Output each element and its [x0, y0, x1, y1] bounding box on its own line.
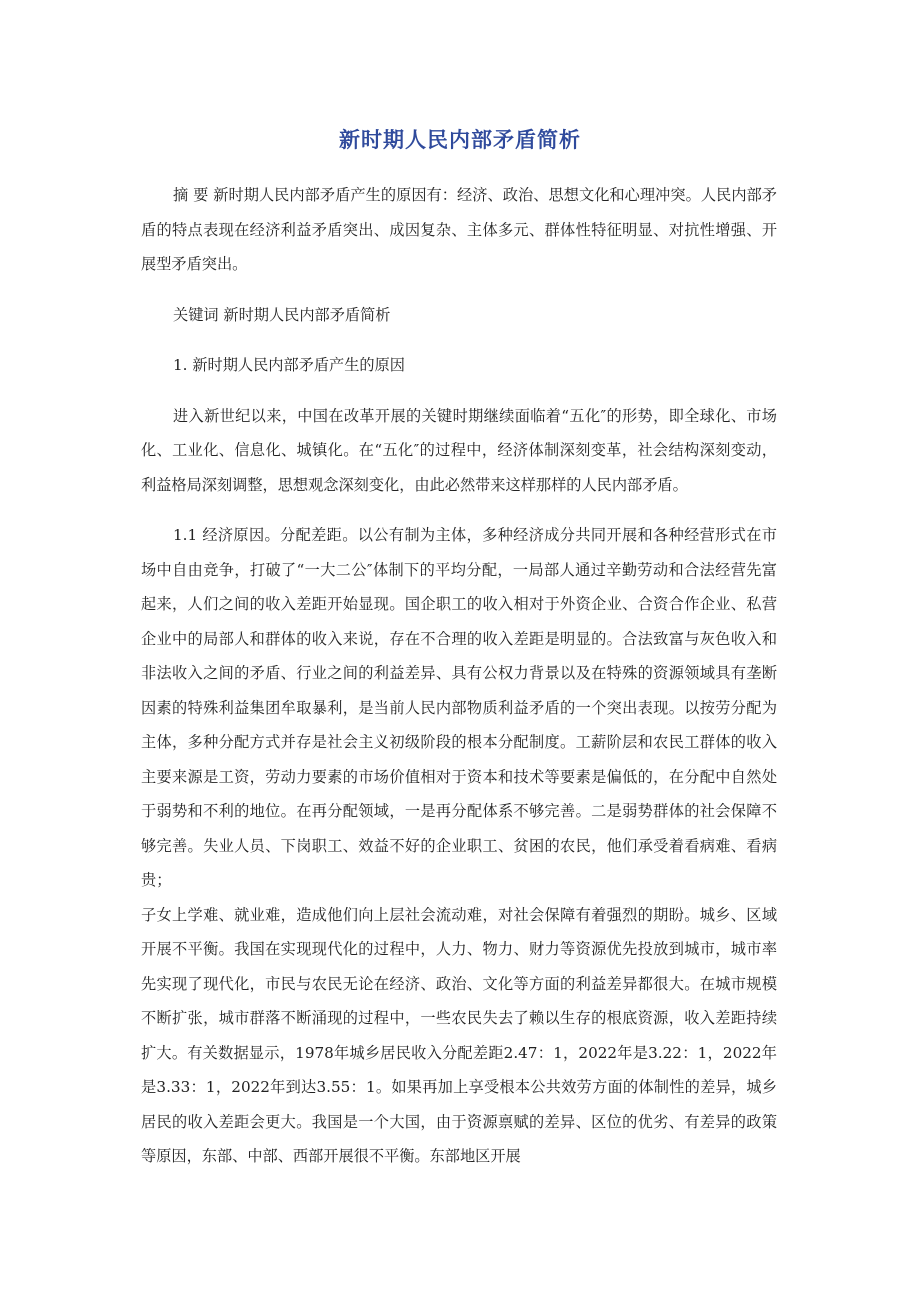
section-heading: 1. 新时期人民内部矛盾产生的原因	[173, 356, 405, 374]
keywords-line: 关键词 新时期人民内部矛盾简析	[173, 305, 391, 324]
intro-paragraph: 进入新世纪以来，中国在改革开展的关键时期继续面临着“五化″的形势，即全球化、市场化、工业化、信息化、城镇化。在“五化″的过程中，经济体制深刻变革，社会结构深刻变动，利益格局深刻调整，思想观念深刻变化，由此必然带来这样那样的人民内部矛盾。	[141, 406, 777, 494]
economic-reasons-paragraph: 1.1 经济原因。分配差距。以公有制为主体，多种经济成分共同开展和各种经营形式在市场中自由竞争，打破了“一大二公″体制下的平均分配，一局部人通过辛勤劳动和合法经营先富起来，人们之间的收入差距开始显现。国企职工的收入相对于外资企业、合资合作企业、私营企业中的局部人和群体的收入来说，存在不合理的收入差距是明显的。合法致富与灰色收入和非法收入之间的矛盾、行业之间的利益差异、具有公权力背景以及在特殊的资源领域具有垄断因素的特殊利益集团牟取暴利，是当前人民内部物质利益矛盾的一个突出表现。以按劳分配为主体，多种分配方式并存是社会主义初级阶段的根本分配制度。工薪阶层和农民工群体的收入主要来源是工资，劳动力要素的市场价值相对于资本和技术等要素是偏低的，在分配中自然处于弱势和不利的地位。在再分配领域，一是再分配体系不够完善。二是弱势群体的社会保障不够完善。失业人员、下岗职工、效益不好的企业职工、贫困的农民，他们承受着看病难、看病贵；	[141, 526, 777, 889]
abstract-paragraph: 摘 要 新时期人民内部矛盾产生的原因有：经济、政治、思想文化和心理冲突。人民内部矛盾的特点表现在经济利益矛盾突出、成因复杂、主体多元、群体性特征明显、对抗性增强、开展型矛盾突出。	[141, 186, 777, 273]
continued-paragraph: 子女上学难、就业难，造成他们向上层社会流动难，对社会保障有着强烈的期盼。城乡、区域开展不平衡。我国在实现现代化的过程中，人力、物力、财力等资源优先投放到城市，城市率先实现了现代化，市民与农民无论在经济、政治、文化等方面的利益差异都很大。在城市规模不断扩张，城市群落不断涌现的过程中，一些农民失去了赖以生存的根底资源，收入差距持续扩大。有关数据显示，1978年城乡居民收入分配差距2.47：1，2022年是3.22：1，2022年是3.33：1，2022年到达3.55：1。如果再加上享受根本公共效劳方面的体制性的差异，城乡居民的收入差距会更大。我国是一个大国，由于资源禀赋的差异、区位的优劣、有差异的政策等原因，东部、中部、西部开展很不平衡。东部地区开展	[141, 905, 777, 1165]
article-body	[141, 178, 777, 1174]
page-title: 新时期人民内部矛盾简析	[339, 128, 581, 152]
